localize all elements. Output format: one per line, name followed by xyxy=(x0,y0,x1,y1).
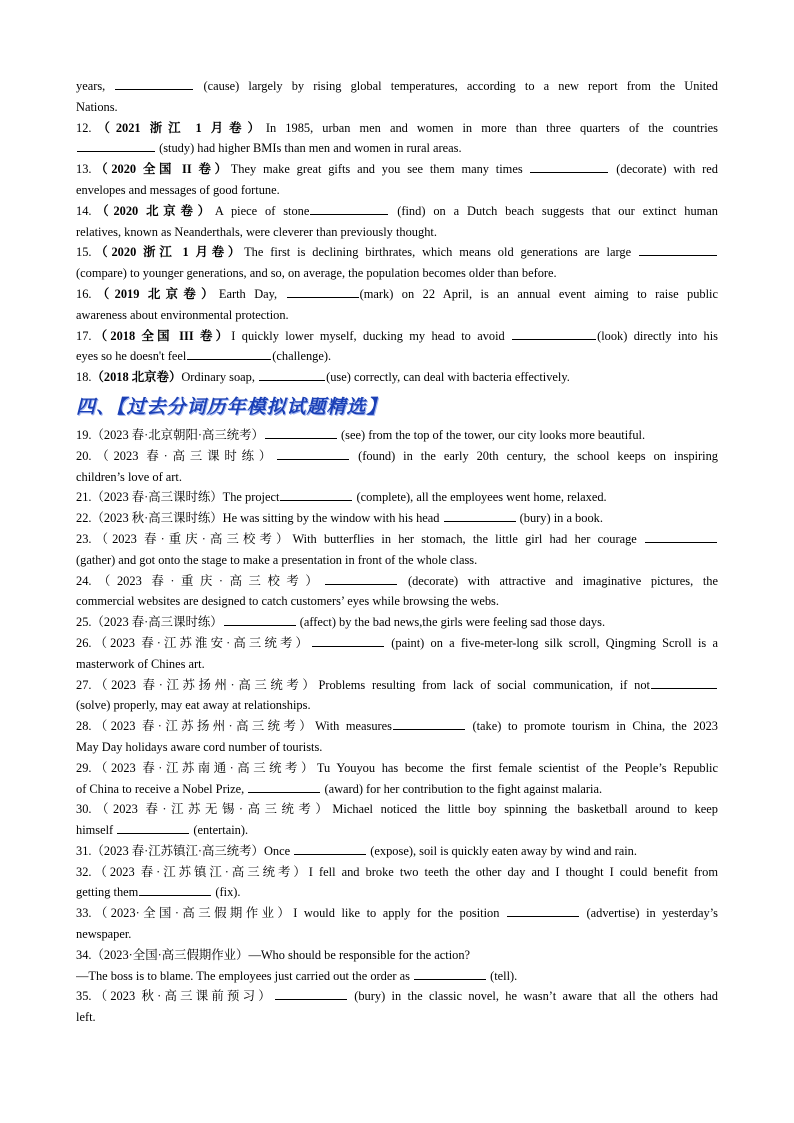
question-33-cont: newspaper. xyxy=(76,927,132,942)
question-17-cont: eyes so he doesn't feel (challenge). xyxy=(76,346,718,367)
answer-blank[interactable] xyxy=(645,529,717,543)
question-26: 26.（2023 春·江苏淮安·高三统考） (paint) on a five-meter-long silk scroll, Qingming Scroll is a xyxy=(76,633,718,654)
document-page xyxy=(76,76,718,1028)
line-top-1: years, (cause) largely by rising global temperatures, according to a new report from the United xyxy=(76,76,718,97)
question-34-cont: —The boss is to blame. The employees just carried out the order as (tell). xyxy=(76,966,718,987)
answer-blank[interactable] xyxy=(280,487,352,501)
question-21: 21.（2023 春·高三课时练）The project (complete), all the employees went home, relaxed. xyxy=(76,487,718,508)
question-27: 27.（2023 春·江苏扬州·高三统考）Problems resulting from lack of social communication, if not xyxy=(76,675,718,696)
question-15: 15.（2020 浙江 1 月卷）The first is declining birthrates, which means old generations are large xyxy=(76,242,718,263)
question-26-cont: masterwork of Chines art. xyxy=(76,656,205,671)
question-19: 19.（2023 春·北京朝阳·高三统考） (see) from the top of the tower, our city looks more beautiful. xyxy=(76,425,718,446)
question-25: 25.（2023 春·高三课时练） (affect) by the bad news,the girls were feeling sad those days. xyxy=(76,612,718,633)
question-30: 30.（2023 春·江苏无锡·高三统考）Michael noticed the little boy spinning the basketball around to keep xyxy=(76,802,718,817)
section-title: 四、【过去分词历年模拟试题精选】 xyxy=(76,395,387,418)
question-31: 31.（2023 春·江苏镇江·高三统考）Once (expose), soil is quickly eaten away by wind and rain. xyxy=(76,841,718,862)
answer-blank[interactable] xyxy=(117,820,189,834)
answer-blank[interactable] xyxy=(530,159,608,173)
question-30-cont: himself (entertain). xyxy=(76,820,718,841)
question-22: 22.（2023 秋·高三课时练）He was sitting by the window with his head (bury) in a book. xyxy=(76,508,718,529)
question-34: 34.（2023·全国·高三假期作业）—Who should be responsible for the action? xyxy=(76,947,471,962)
answer-blank[interactable] xyxy=(651,675,717,689)
answer-blank[interactable] xyxy=(312,633,384,647)
answer-blank[interactable] xyxy=(275,986,347,1000)
answer-blank[interactable] xyxy=(115,76,193,90)
answer-blank[interactable] xyxy=(325,571,397,585)
question-20-cont: children’s love of art. xyxy=(76,469,182,484)
question-32-cont: getting them (fix). xyxy=(76,882,718,903)
answer-blank[interactable] xyxy=(187,346,271,360)
question-32: 32.（2023 春·江苏镇江·高三统考）I fell and broke two teeth the other day and I thought I could benefit from xyxy=(76,864,718,879)
answer-blank[interactable] xyxy=(294,841,366,855)
question-13: 13.（2020 全国 II 卷）They make great gifts and you see them many times (decorate) with red xyxy=(76,159,718,180)
answer-blank[interactable] xyxy=(139,882,211,896)
answer-blank[interactable] xyxy=(507,903,579,917)
answer-blank[interactable] xyxy=(224,612,296,626)
answer-blank[interactable] xyxy=(310,201,388,215)
question-28-cont: May Day holidays aware cord number of tourists. xyxy=(76,739,323,754)
answer-blank[interactable] xyxy=(393,716,465,730)
question-23-cont: (gather) and got onto the stage to make a presentation in front of the whole class. xyxy=(76,552,478,567)
line-top-2: Nations. xyxy=(76,99,118,114)
answer-blank[interactable] xyxy=(444,508,516,522)
question-29-cont: of China to receive a Nobel Prize, (award) for her contribution to the fight against malaria. xyxy=(76,779,718,800)
question-13-cont: envelopes and messages of good fortune. xyxy=(76,182,280,197)
question-14: 14.（2020 北京卷）A piece of stone (find) on a Dutch beach suggests that our extinct human xyxy=(76,201,718,222)
question-12-cont: (study) had higher BMIs than men and women in rural areas. xyxy=(76,138,718,159)
answer-blank[interactable] xyxy=(414,966,486,980)
question-15-cont: (compare) to younger generations, and so, on average, the population becomes older than before. xyxy=(76,266,557,281)
question-12: 12.（2021 浙江 1 月卷）In 1985, urban men and women in more than three quarters of the countries xyxy=(76,120,718,135)
answer-blank[interactable] xyxy=(248,779,320,793)
answer-blank[interactable] xyxy=(259,367,325,381)
question-14-cont: relatives, known as Neanderthals, were cleverer than previously thought. xyxy=(76,224,437,239)
question-16: 16.（2019 北京卷）Earth Day, (mark) on 22 April, is an annual event aiming to raise public xyxy=(76,284,718,305)
question-17: 17.（2018 全国 III 卷）I quickly lower myself, ducking my head to avoid (look) directly into his xyxy=(76,326,718,347)
answer-blank[interactable] xyxy=(77,138,155,152)
question-35-cont: left. xyxy=(76,1010,96,1025)
question-20: 20.（2023 春·高三课时练） (found) in the early 20th century, the school keeps on inspiring xyxy=(76,446,718,467)
question-23: 23.（2023 春·重庆·高三校考）With butterflies in her stomach, the little girl had her courage xyxy=(76,529,718,550)
answer-blank[interactable] xyxy=(277,446,349,460)
answer-blank[interactable] xyxy=(287,284,359,298)
question-27-cont: (solve) properly, may eat away at relationships. xyxy=(76,698,311,713)
question-29: 29.（2023 春·江苏南通·高三统考）Tu Youyou has become the first female scientist of the People’s Republic xyxy=(76,760,718,775)
question-24: 24.（2023 春·重庆·高三校考） (decorate) with attractive and imaginative pictures, the xyxy=(76,571,718,592)
question-18: 18.（2018 北京卷）Ordinary soap, (use) correctly, can deal with bacteria effectively. xyxy=(76,367,718,388)
answer-blank[interactable] xyxy=(265,425,337,439)
question-35: 35.（2023 秋·高三课前预习） (bury) in the classic novel, he wasn’t aware that all the others had xyxy=(76,986,718,1007)
question-33: 33.（2023·全国·高三假期作业）I would like to apply for the position (advertise) in yesterday’s xyxy=(76,903,718,924)
answer-blank[interactable] xyxy=(512,326,596,340)
answer-blank[interactable] xyxy=(639,242,717,256)
question-24-cont: commercial websites are designed to catch customers’ eyes while browsing the webs. xyxy=(76,594,499,609)
question-16-cont: awareness about environmental protection. xyxy=(76,307,289,322)
question-28: 28.（2023 春·江苏扬州·高三统考）With measures (take) to promote tourism in China, the 2023 xyxy=(76,716,718,737)
